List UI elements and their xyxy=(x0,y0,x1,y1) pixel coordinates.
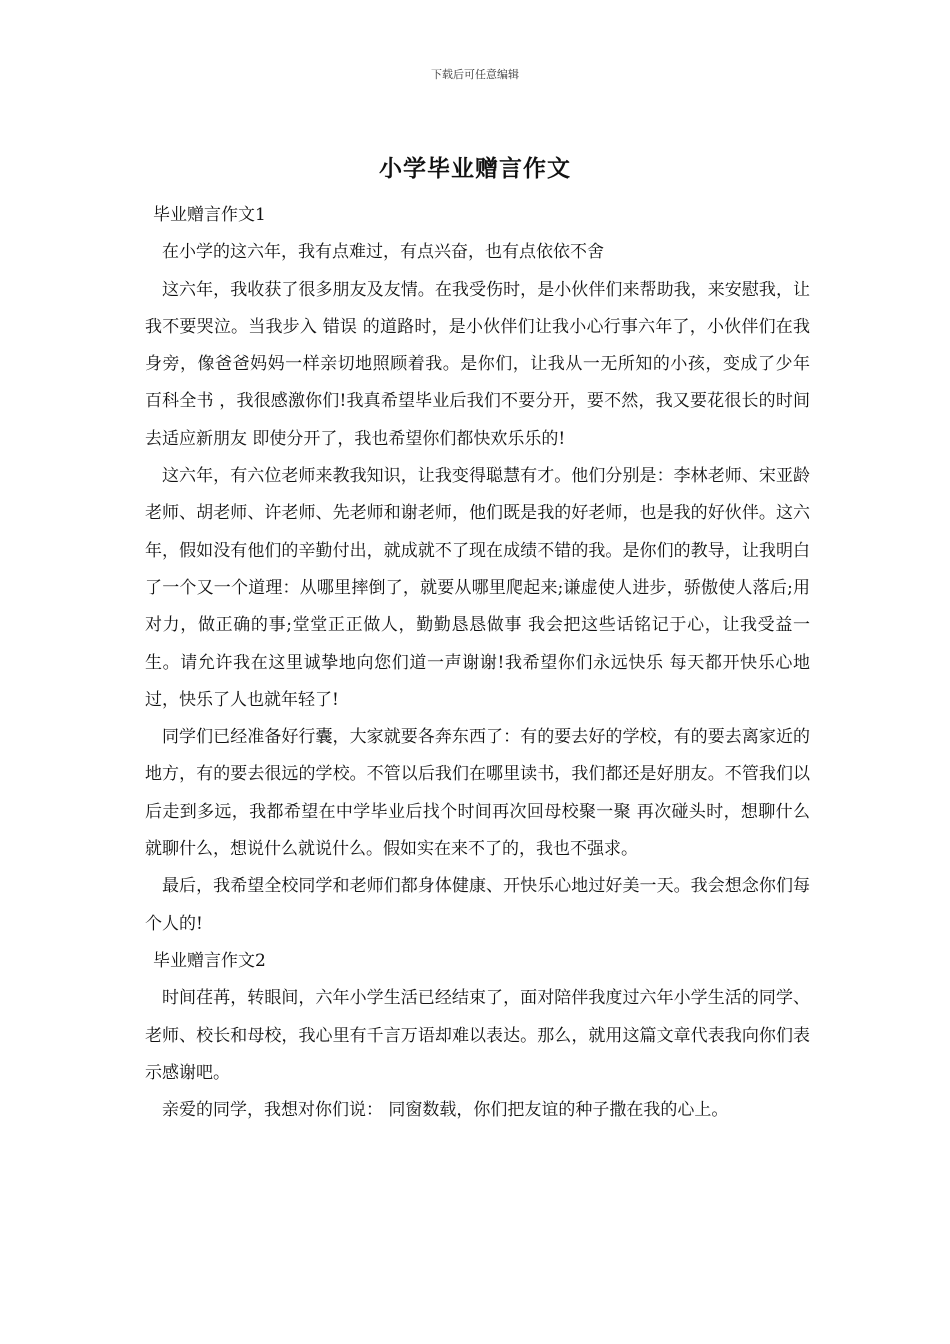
paragraph: 最后，我希望全校同学和老师们都身体健康、开快乐心地过好美一天。我会想念你们每个人的! xyxy=(145,876,810,934)
header-note: 下载后可任意编辑 xyxy=(431,68,519,81)
page-title: 小学毕业赠言作文 xyxy=(379,155,571,182)
paragraph: 这六年，我收获了很多朋友及友情。在我受伤时，是小伙伴们来帮助我，来安慰我，让我不要哭泣。当我步入 错误 的道路时，是小伙伴们让我小心行事六年了，小伙伴们在我身旁，像爸爸妈妈一样亲切地照顾着我。是你们，让我从一无所知的小孩，变成了少年 百科全书 ，我很感激你们!我真希望毕业后我们不要分开，要不然，我又要花很长的时间去适应新朋友 即使分开了，我也希望你们都快欢乐乐的! xyxy=(145,279,810,449)
section-heading: 毕业赠言作文2 xyxy=(153,950,266,971)
paragraph: 这六年，有六位老师来教我知识，让我变得聪慧有才。他们分别是：李林老师、宋亚龄老师、胡老师、许老师、先老师和谢老师，他们既是我的好老师，也是我的好伙伴。这六年，假如没有他们的辛勤付出，就成就不了现在成绩不错的我。是你们的教导，让我明白了一个又一个道理：从哪里摔倒了，就要从哪里爬起来;谦虚使人进步，骄傲使人落后;用对力，做正确的事;堂堂正正做人，勤勤恳恳做事 我会把这些话铭记于心，让我受益一生。请允许我在这里诚挚地向您们道一声谢谢!我希望你们永远快乐 每天都开快乐心地过，快乐了人也就年轻了! xyxy=(145,466,810,710)
article-body xyxy=(145,197,810,1129)
paragraph: 在小学的这六年，我有点难过，有点兴奋，也有点依依不舍 xyxy=(162,242,604,263)
paragraph: 时间荏苒，转眼间，六年小学生活已经结束了，面对陪伴我度过六年小学生活的同学、老师、校长和母校，我心里有千言万语却难以表达。那么，就用这篇文章代表我向你们表示感谢吧。 xyxy=(145,988,810,1083)
section-heading: 毕业赠言作文1 xyxy=(153,205,266,225)
paragraph: 亲爱的同学，我想对你们说： 同窗数载，你们把友谊的种子撒在我的心上。 xyxy=(162,1100,729,1121)
paragraph: 同学们已经准备好行囊，大家就要各奔东西了：有的要去好的学校，有的要去离家近的地方，有的要去很远的学校。不管以后我们在哪里读书，我们都还是好朋友。不管我们以后走到多远，我都希望在中学毕业后找个时间再次回母校聚一聚 再次碰头时，想聊什么就聊什么，想说什么就说什么。假如实在来不了的，我也不强求。 xyxy=(145,727,810,860)
